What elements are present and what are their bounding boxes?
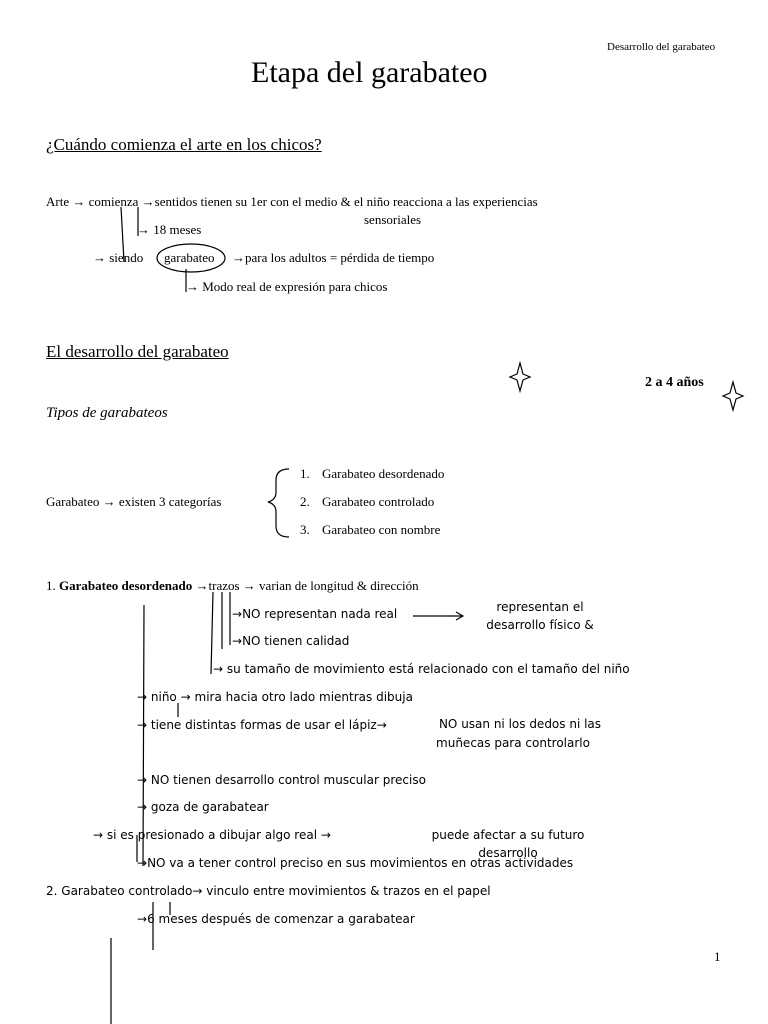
arrow-icon: → <box>137 912 148 926</box>
adultos-text: para los adultos = pérdida de tiempo <box>245 250 435 265</box>
trazos-word: trazos <box>208 578 240 593</box>
arrow-icon: → <box>320 828 331 842</box>
mira-text: mira hacia otro lado mientras dibuja <box>194 690 413 704</box>
category-num: 1. <box>300 466 310 481</box>
arrow-icon: → <box>93 828 104 842</box>
goza-text: goza de garabatear <box>150 800 269 814</box>
question-heading: ¿Cuándo comienza el arte en los chicos? <box>46 135 322 154</box>
no-calidad-text: NO tienen calidad <box>242 634 350 648</box>
arte-word: Arte <box>46 194 70 209</box>
tiene-formas-text: tiene distintas formas de usar el lápiz <box>150 718 377 732</box>
no-control-text: NO tienen desarrollo control muscular preciso <box>150 773 426 787</box>
arrow-icon: → <box>192 884 203 898</box>
arrow-icon: → <box>137 222 150 237</box>
arrow-icon: → <box>72 194 86 209</box>
modo-real-text: Modo real de expresión para chicos <box>202 279 388 294</box>
garabateo-ellipse <box>157 244 225 272</box>
connector-line <box>211 592 213 674</box>
category-label: Garabateo controlado <box>322 494 435 509</box>
category-num: 2. <box>300 494 310 509</box>
siendo-word: siendo <box>109 250 144 265</box>
sensoriales-text: sensoriales <box>364 212 422 227</box>
desordenado-title: Garabateo desordenado <box>59 578 193 593</box>
tipos-heading: Tipos de garabateos <box>46 405 168 421</box>
existen-text: existen 3 categorías <box>118 494 222 509</box>
arrow-icon: → <box>102 494 116 509</box>
arrow-icon: → <box>137 800 148 814</box>
no-usan-text-2: muñecas para controlarlo <box>436 736 590 750</box>
category-num: 3. <box>300 522 310 537</box>
arrow-icon: → <box>232 607 243 621</box>
desordenado-num: 1. <box>46 578 56 593</box>
no-usan-text-1: NO usan ni los dedos ni las <box>438 717 602 731</box>
meses-text: 18 meses <box>153 222 202 237</box>
arrow-icon: → <box>141 194 155 209</box>
running-header: Desarrollo del garabateo <box>607 41 716 53</box>
star-icon <box>510 363 530 391</box>
arrow-icon: → <box>195 578 209 593</box>
sentidos-text: sentidos tienen su 1er con el medio & el niño reacciona a las experiencias <box>154 194 538 209</box>
no-preciso-text: NO va a tener control preciso en sus movimientos en otras actividades <box>147 856 574 870</box>
arrow-icon: → <box>180 690 191 704</box>
tamano-text: su tamaño de movimiento está relacionado con el tamaño del niño <box>226 662 630 676</box>
category-label: Garabateo con nombre <box>322 522 441 537</box>
arrow-icon: → <box>232 634 243 648</box>
arrow-icon: → <box>93 250 106 265</box>
category-brace <box>268 469 289 537</box>
arrow-icon: → <box>137 856 148 870</box>
comienza-word: comienza <box>88 194 139 209</box>
vinculo-text: vinculo entre movimientos & trazos en el papel <box>206 884 491 898</box>
controlado-label: 2. Garabateo controlado <box>46 884 193 898</box>
garabateo-word: Garabateo <box>46 494 100 509</box>
connector-line <box>121 207 124 262</box>
section-heading: El desarrollo del garabateo <box>46 342 229 361</box>
arrow-icon: → <box>137 718 148 732</box>
page-title: Etapa del garabateo <box>251 56 488 89</box>
garabateo-circled: garabateo <box>164 250 215 265</box>
no-representan-text: NO representan nada real <box>242 607 398 621</box>
arrow-icon: → <box>232 250 245 265</box>
seis-meses-text: 6 meses después de comenzar a garabatear <box>147 912 415 926</box>
arrow-icon: → <box>242 578 256 593</box>
arrow-icon: → <box>186 279 199 294</box>
arrow-icon: → <box>137 773 148 787</box>
varian-text: varian de longitud & dirección <box>259 578 419 593</box>
arrow-icon: → <box>376 718 387 732</box>
arrow-icon: → <box>213 662 224 676</box>
afectar-text-1: puede afectar a su futuro <box>431 828 585 842</box>
presionado-text: si es presionado a dibujar algo real <box>106 828 318 842</box>
ages-label: 2 a 4 años <box>645 375 704 390</box>
afectar-text-2: desarrollo <box>478 846 538 860</box>
nino-word: niño <box>150 690 177 704</box>
representan-el-text: representan el <box>496 600 584 614</box>
star-icon <box>723 382 743 410</box>
arrow-icon: → <box>137 690 148 704</box>
desarrollo-fisico-text: desarrollo físico & <box>486 618 594 632</box>
connector-line <box>143 605 144 866</box>
page-number: 1 <box>714 949 721 964</box>
category-label: Garabateo desordenado <box>322 466 445 481</box>
